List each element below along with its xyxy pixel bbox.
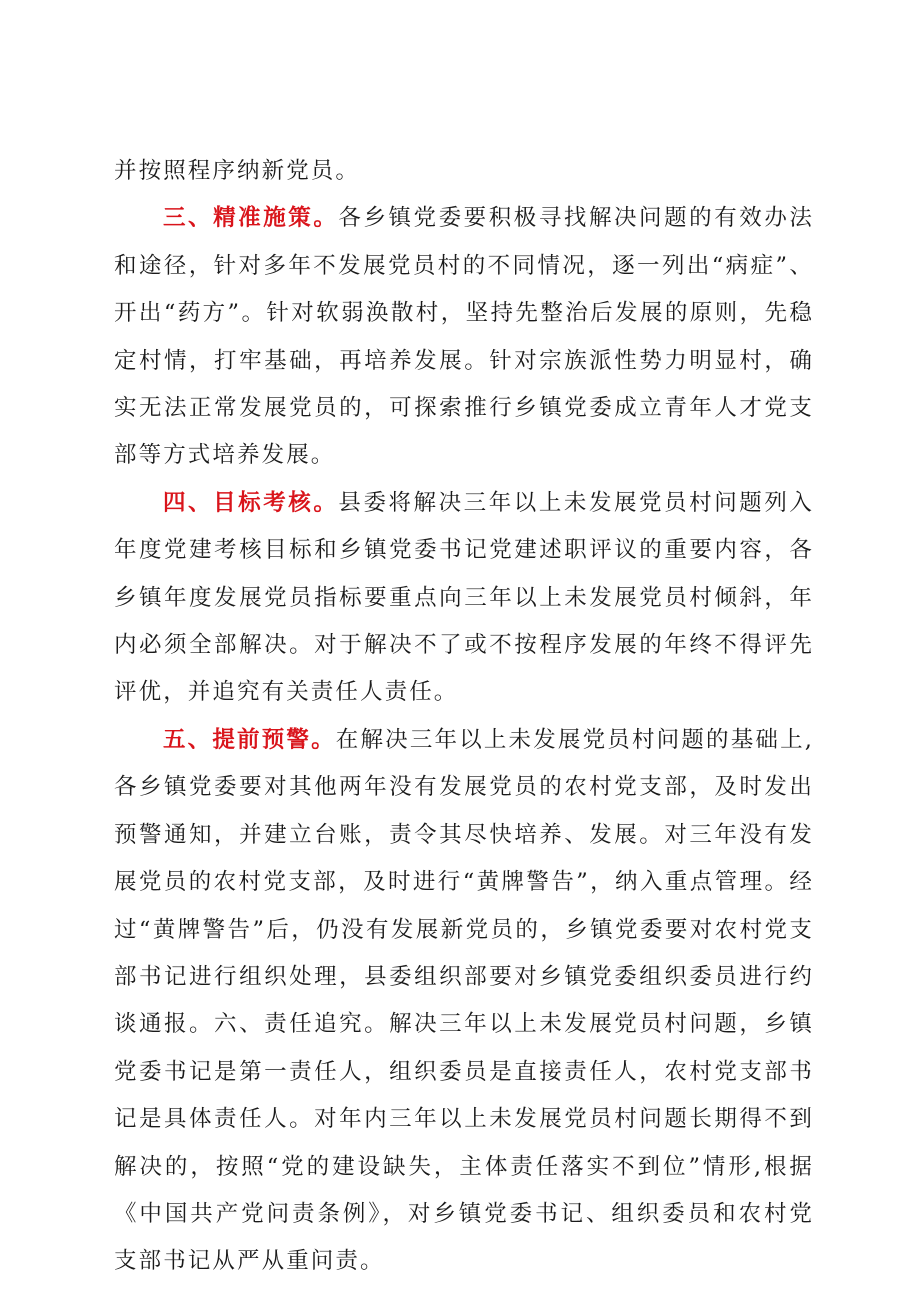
section-heading-3: 三、精准施策。 xyxy=(163,205,339,232)
paragraph-early-warning xyxy=(114,717,814,1286)
paragraph-text: 各乡镇党委要积极寻找解决问题的有效办法和途径，针对多年不发展党员村的不同情况，逐一列出“病症”、开出“药方”。针对软弱涣散村，坚持先整治后发展的原则，先稳定村情，打牢基础，再培养发展。针对宗族派性势力明显村，确实无法正常发展党员的，可探索推行乡镇党委成立青年人才党支部等方式培养发展。 xyxy=(114,205,814,469)
paragraph-text: 在解决三年以上未发展党员村问题的基础上,各乡镇党委要对其他两年没有发展党员的农村党支部，及时发出预警通知，并建立台账，责令其尽快培养、发展。对三年没有发展党员的农村党支部，及时进行“黄牌警告”，纳入重点管理。经过“黄牌警告”后，仍没有发展新党员的，乡镇党委要对农村党支部书记进行组织处理，县委组织部要对乡镇党委组织委员进行约谈通报。六、责任追究。解决三年以上未发展党员村问题，乡镇党委书记是第一责任人，组织委员是直接责任人，农村党支部书记是具体责任人。对年内三年以上未发展党员村问题长期得不到解决的，按照“党的建设缺失，主体责任落实不到位”情形,根据《中国共产党问责条例》，对乡镇党委书记、组织委员和农村党支部书记从严从重问责。 xyxy=(114,726,814,1275)
paragraph-continuation xyxy=(114,148,814,195)
section-heading-5: 五、提前预警。 xyxy=(163,726,336,753)
paragraph-text: 并按照程序纳新党员。 xyxy=(114,158,361,184)
paragraph-target-assessment xyxy=(114,480,814,717)
paragraph-text: 县委将解决三年以上未发展党员村问题列入年度党建考核目标和乡镇党委书记党建述职评议的重要内容，各乡镇年度发展党员指标要重点向三年以上未发展党员村倾斜，年内必须全部解决。对于解决不了或不按程序发展的年终不得评先评优，并追究有关责任人责任。 xyxy=(114,489,814,706)
paragraph-precise-measures xyxy=(114,195,814,479)
section-heading-4: 四、目标考核。 xyxy=(163,489,339,516)
document-body xyxy=(114,148,814,1286)
